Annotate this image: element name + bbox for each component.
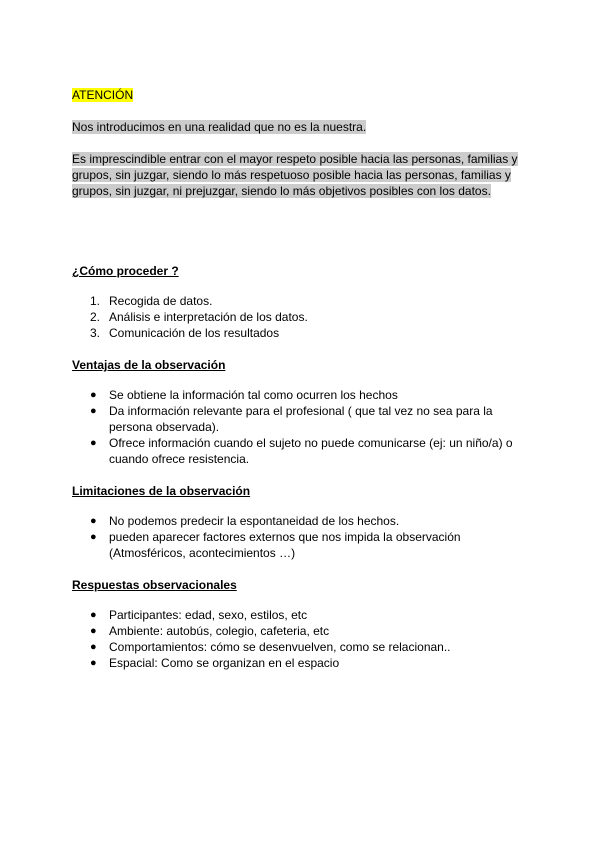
list-item-text: No podemos predecir la espontaneidad de los hechos. [109, 514, 400, 528]
list-item-text: Comportamientos: cómo se desenvuelven, como se relacionan.. [109, 640, 451, 654]
list-item [72, 309, 532, 325]
bullet-icon: ● [90, 531, 97, 543]
list-item [72, 403, 532, 435]
list-number: 1. [90, 294, 101, 308]
list-item-text: Comunicación de los resultados [109, 326, 280, 340]
bullet-icon: ● [90, 609, 97, 621]
limitations-list [72, 513, 532, 561]
list-item [72, 387, 532, 403]
warning-text: Es imprescindible entrar con el mayor respeto posible hacia las personas, familias y grupos, sin juzgar, siendo lo más respetuoso posible hacia las personas, familias y grupos, sin juzgar, ni prejuzgar, siendo lo más objetivos posibles con los datos. [72, 152, 518, 198]
list-number: 3. [90, 326, 101, 340]
list-item-text: Da información relevante para el profesional ( que tal vez no sea para la persona observada). [109, 404, 493, 434]
list-item-text: pueden aparecer factores externos que nos impida la observación (Atmosféricos, acontecimientos …) [109, 530, 461, 560]
advantages-heading: Ventajas de la observación [72, 358, 226, 372]
list-item-text: Análisis e interpretación de los datos. [109, 310, 308, 324]
list-item [72, 623, 532, 639]
bullet-icon: ● [90, 657, 97, 669]
list-item [72, 293, 532, 309]
bullet-icon: ● [90, 405, 97, 417]
bullet-icon: ● [90, 625, 97, 637]
list-item [72, 639, 532, 655]
list-item [72, 607, 532, 623]
procedure-heading: ¿Cómo proceder ? [72, 264, 179, 278]
list-item [72, 325, 532, 341]
intro-text: Nos introducimos en una realidad que no es la nuestra. [72, 120, 367, 134]
attention-text: ATENCIÓN [72, 88, 134, 102]
list-item [72, 513, 532, 529]
procedure-list [72, 293, 532, 341]
list-item-text: Se obtiene la información tal como ocurren los hechos [109, 388, 398, 402]
advantages-list [72, 387, 532, 467]
list-item-text: Ofrece información cuando el sujeto no puede comunicarse (ej: un niño/a) o cuando ofrece resistencia. [109, 436, 513, 466]
bullet-icon: ● [90, 437, 97, 449]
bullet-icon: ● [90, 389, 97, 401]
responses-heading: Respuestas observacionales [72, 578, 237, 592]
list-item [72, 655, 532, 671]
list-item-text: Participantes: edad, sexo, estilos, etc [109, 608, 308, 622]
list-number: 2. [90, 310, 101, 324]
list-item [72, 529, 532, 561]
limitations-heading: Limitaciones de la observación [72, 484, 251, 498]
bullet-icon: ● [90, 641, 97, 653]
list-item-text: Ambiente: autobús, colegio, cafeteria, etc [109, 624, 330, 638]
list-item [72, 435, 532, 467]
warning-paragraph [72, 151, 532, 199]
intro-paragraph [72, 119, 532, 135]
bullet-icon: ● [90, 515, 97, 527]
responses-list [72, 607, 532, 671]
attention-label [72, 87, 532, 103]
document-page [72, 87, 532, 687]
list-item-text: Espacial: Como se organizan en el espacio [109, 656, 340, 670]
list-item-text: Recogida de datos. [109, 294, 213, 308]
